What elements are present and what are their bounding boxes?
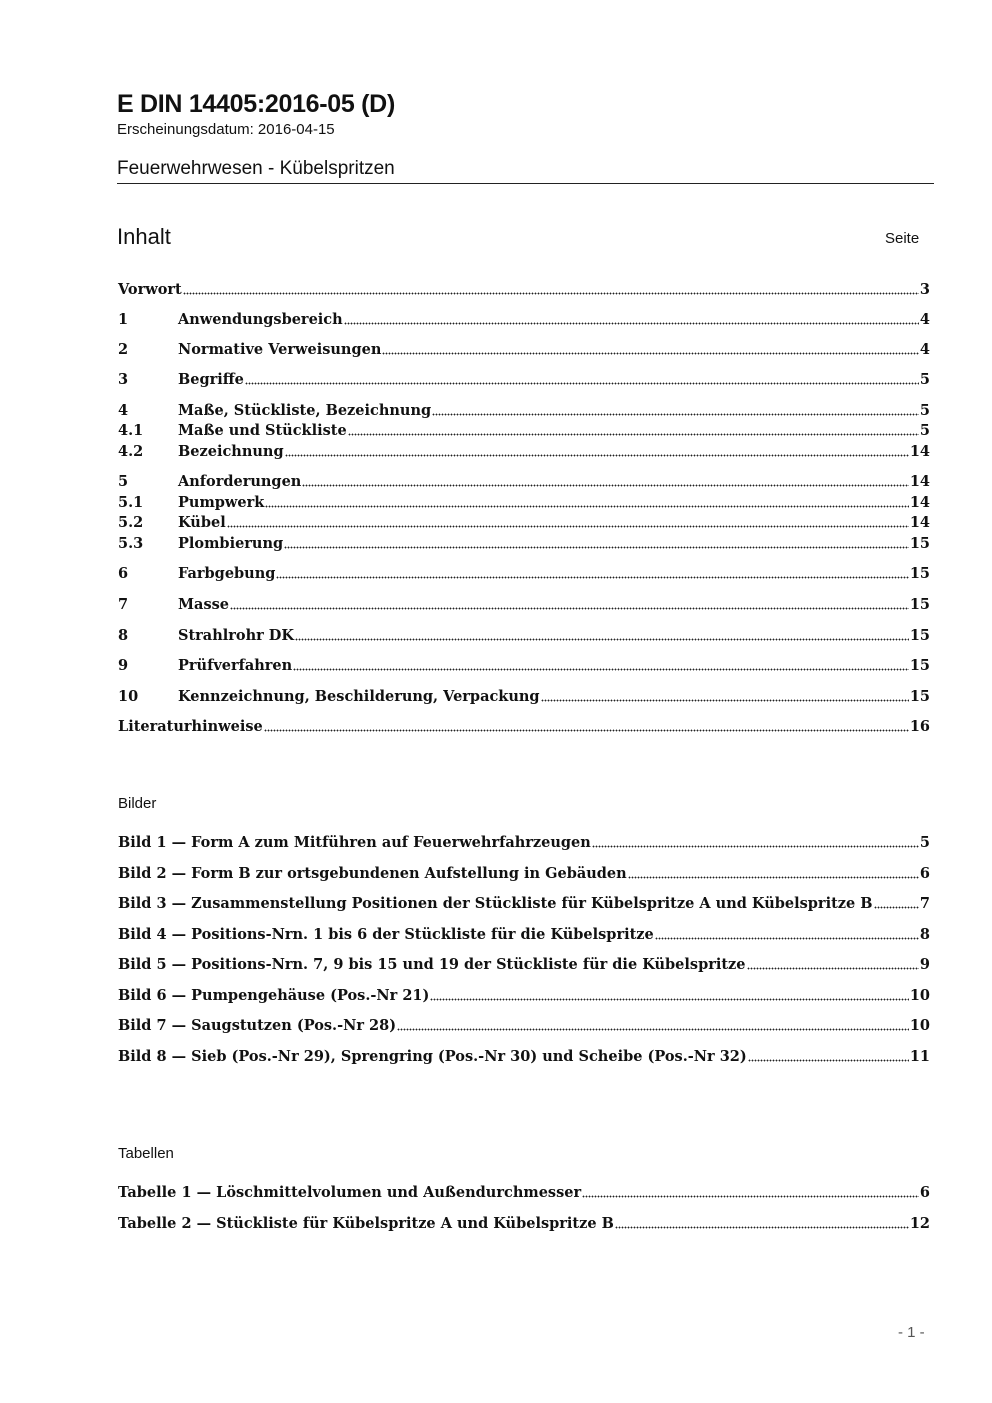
toc-entry-text: Farbgebung (178, 565, 276, 582)
dot-leader (293, 667, 909, 671)
dot-leader (541, 698, 909, 702)
toc-entry-number: 4 (118, 402, 129, 419)
toc-page-column-label: Seite (885, 230, 920, 247)
document-title: E DIN 14405:2016-05 (D) (117, 90, 395, 118)
toc-entry-text: Bezeichnung (178, 443, 284, 460)
toc-heading: Inhalt (117, 224, 171, 249)
toc-entry-5-1[interactable] (118, 493, 930, 513)
dot-leader (284, 545, 909, 549)
toc-entry-page: 16 (909, 718, 930, 735)
toc-entry-page: 14 (909, 473, 930, 490)
toc-entry-page: 15 (909, 565, 930, 582)
header-divider (117, 183, 934, 184)
toc-entry-page: 15 (909, 688, 930, 705)
toc-entry-literaturhinweise[interactable] (118, 717, 930, 737)
figure-entry-text: Bild 8 — Sieb (Pos.-Nr 29), Sprengring (Pos.-Nr 30) und Scheibe (Pos.-Nr 32) (118, 1048, 747, 1065)
dot-leader (592, 844, 919, 848)
toc-entry-number: 2 (118, 341, 129, 358)
dot-leader (302, 483, 908, 487)
table-entry-text: Tabelle 1 — Löschmittelvolumen und Außendurchmesser (118, 1184, 582, 1201)
dot-leader (747, 966, 919, 970)
figure-entry-text: Bild 4 — Positions-Nrn. 1 bis 6 der Stückliste für die Kübelspritze (118, 926, 654, 943)
toc-entry-text: Plombierung (178, 535, 284, 552)
figure-entry-text: Bild 1 — Form A zum Mitführen auf Feuerwehrfahrzeugen (118, 834, 591, 851)
figure-entry-page: 7 (919, 895, 930, 912)
figure-entry-page: 9 (919, 956, 930, 973)
toc-entry-page: 4 (919, 311, 930, 328)
dot-leader (430, 997, 908, 1001)
figures-heading: Bilder (118, 795, 157, 812)
toc-entry-page: 15 (909, 535, 930, 552)
toc-entry-page: 4 (919, 341, 930, 358)
figure-entry[interactable] (118, 955, 930, 975)
toc-entry-10[interactable] (118, 687, 930, 707)
figure-entry[interactable] (118, 1016, 930, 1036)
toc-entry-5-3[interactable] (118, 534, 930, 554)
figure-entry[interactable] (118, 864, 930, 884)
dot-leader (264, 728, 909, 732)
toc-entry-text: Kennzeichnung, Beschilderung, Verpackung (178, 688, 540, 705)
figure-entry[interactable] (118, 833, 930, 853)
table-entry-page: 12 (909, 1215, 930, 1232)
toc-entry-text: Vorwort (118, 281, 182, 298)
dot-leader (344, 321, 919, 325)
dot-leader (348, 432, 919, 436)
figure-entry-text: Bild 3 — Zusammenstellung Positionen der Stückliste für Kübelspritze A und Kübelspritze B (118, 895, 873, 912)
table-entry-text: Tabelle 2 — Stückliste für Kübelspritze A und Kübelspritze B (118, 1215, 614, 1232)
dot-leader (245, 381, 919, 385)
table-entry[interactable] (118, 1183, 930, 1203)
toc-entry-5-2[interactable] (118, 513, 930, 533)
toc-entry-text: Strahlrohr DK (178, 627, 294, 644)
toc-entry-text: Literaturhinweise (118, 718, 263, 735)
toc-entry-text: Maße und Stückliste (178, 422, 347, 439)
toc-entry-page: 14 (909, 514, 930, 531)
dot-leader (227, 524, 909, 528)
toc-entry-4-2[interactable] (118, 442, 930, 462)
toc-entry-page: 5 (919, 371, 930, 388)
toc-entry-4-1[interactable] (118, 421, 930, 441)
toc-entry-7[interactable] (118, 595, 930, 615)
figure-entry-text: Bild 7 — Saugstutzen (Pos.-Nr 28) (118, 1017, 397, 1034)
toc-entry-text: Maße, Stückliste, Bezeichnung (178, 402, 432, 419)
toc-entry-number: 5 (118, 473, 129, 490)
figure-entry[interactable] (118, 1047, 930, 1067)
toc-entry-page: 14 (909, 494, 930, 511)
dot-leader (432, 412, 919, 416)
toc-entry-2[interactable] (118, 340, 930, 360)
toc-entry-number: 5.2 (118, 514, 144, 531)
toc-entry-number: 7 (118, 596, 129, 613)
dot-leader (285, 453, 909, 457)
toc-entry-text: Anwendungsbereich (178, 311, 343, 328)
dot-leader (183, 291, 919, 295)
toc-entry-page: 15 (909, 627, 930, 644)
figure-entry-text: Bild 2 — Form B zur ortsgebundenen Aufstellung in Gebäuden (118, 865, 627, 882)
figure-entry-text: Bild 6 — Pumpengehäuse (Pos.-Nr 21) (118, 987, 430, 1004)
toc-entry-text: Masse (178, 596, 229, 613)
figure-entry-page: 8 (919, 926, 930, 943)
toc-entry-number: 10 (118, 688, 139, 705)
dot-leader (230, 606, 909, 610)
toc-entry-9[interactable] (118, 656, 930, 676)
toc-entry-page: 5 (919, 422, 930, 439)
toc-entry-page: 5 (919, 402, 930, 419)
toc-entry-number: 4.2 (118, 443, 144, 460)
page-number: - 1 - (898, 1324, 925, 1341)
figure-entry-page: 10 (909, 1017, 930, 1034)
toc-entry-6[interactable] (118, 564, 930, 584)
toc-entry-page: 3 (919, 281, 930, 298)
dot-leader (874, 905, 919, 909)
toc-entry-vorwort[interactable] (118, 280, 930, 300)
toc-entry-page: 14 (909, 443, 930, 460)
toc-entry-number: 5.3 (118, 535, 144, 552)
toc-entry-8[interactable] (118, 626, 930, 646)
figure-entry-text: Bild 5 — Positions-Nrn. 7, 9 bis 15 und 19 der Stückliste für die Kübelspritze (118, 956, 746, 973)
dot-leader (295, 637, 909, 641)
toc-entry-5[interactable] (118, 472, 930, 492)
toc-entry-number: 1 (118, 311, 129, 328)
dot-leader (582, 1194, 919, 1198)
toc-entry-text: Begriffe (178, 371, 244, 388)
toc-entry-number: 3 (118, 371, 129, 388)
dot-leader (655, 936, 919, 940)
toc-entry-text: Kübel (178, 514, 226, 531)
toc-entry-number: 9 (118, 657, 129, 674)
toc-entry-number: 6 (118, 565, 129, 582)
document-subject: Feuerwehrwesen - Kübelspritzen (117, 158, 395, 179)
toc-entry-number: 4.1 (118, 422, 144, 439)
figure-entry-page: 5 (919, 834, 930, 851)
publication-date: Erscheinungsdatum: 2016-04-15 (117, 121, 335, 138)
toc-entry-number: 5.1 (118, 494, 144, 511)
tables-heading: Tabellen (118, 1145, 174, 1162)
dot-leader (615, 1225, 909, 1229)
dot-leader (265, 504, 908, 508)
toc-entry-page: 15 (909, 596, 930, 613)
table-entry[interactable] (118, 1214, 930, 1234)
dot-leader (397, 1027, 909, 1031)
toc-entry-text: Pumpwerk (178, 494, 265, 511)
figure-entry-page: 11 (909, 1048, 930, 1065)
toc-entry-text: Anforderungen (178, 473, 302, 490)
dot-leader (748, 1058, 909, 1062)
figure-entry-page: 6 (919, 865, 930, 882)
toc-entry-text: Normative Verweisungen (178, 341, 382, 358)
dot-leader (382, 351, 919, 355)
figure-entry[interactable] (118, 986, 930, 1006)
dot-leader (276, 575, 908, 579)
toc-entry-page: 15 (909, 657, 930, 674)
figure-entry[interactable] (118, 894, 930, 914)
figure-entry-page: 10 (909, 987, 930, 1004)
toc-entry-number: 8 (118, 627, 129, 644)
toc-entry-4[interactable] (118, 401, 930, 421)
toc-entry-3[interactable] (118, 370, 930, 390)
table-entry-page: 6 (919, 1184, 930, 1201)
figure-entry[interactable] (118, 925, 930, 945)
dot-leader (628, 875, 919, 879)
toc-entry-text: Prüfverfahren (178, 657, 293, 674)
toc-entry-1[interactable] (118, 310, 930, 330)
